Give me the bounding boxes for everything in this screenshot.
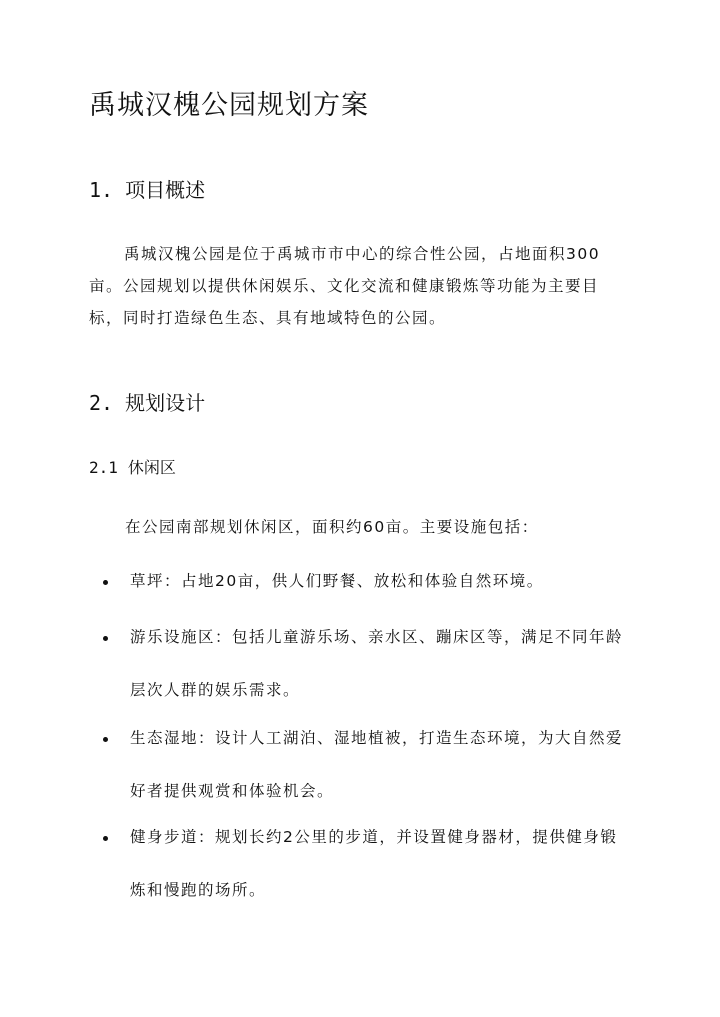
section-title: 项目概述	[125, 178, 206, 202]
document-title: 禹城汉槐公园规划方案	[89, 90, 369, 121]
section-number: 2.	[89, 391, 114, 415]
subsection-heading-leisure	[89, 455, 176, 481]
bullet-icon	[103, 636, 108, 641]
leisure-intro: 在公园南部规划休闲区，面积约60亩。主要设施包括：	[125, 518, 539, 536]
section-title: 规划设计	[125, 391, 206, 415]
section-number: 1.	[89, 178, 114, 202]
overview-paragraph: 禹城汉槐公园是位于禹城市市中心的综合性公园，占地面积300亩。公园规划以提供休闲娱乐、文化交流和健康锻炼等功能为主要目标，同时打造绿色生态、具有地域特色的公园。	[89, 245, 601, 327]
list-item-text: 生态湿地：设计人工湖泊、湿地植被，打造生态环境，为大自然爱好者提供观赏和体验机会。	[130, 729, 624, 800]
bullet-icon	[103, 737, 108, 742]
section-heading-overview	[89, 175, 205, 205]
list-item-text: 游乐设施区：包括儿童游乐场、亲水区、蹦床区等，满足不同年龄层次人群的娱乐需求。	[130, 628, 624, 699]
subsection-title: 休闲区	[127, 458, 176, 477]
list-item-text: 草坪：占地20亩，供人们野餐、放松和体验自然环境。	[130, 572, 544, 590]
section-heading-design	[89, 388, 205, 418]
subsection-number: 2.1	[89, 458, 118, 477]
bullet-icon	[103, 580, 108, 585]
list-item-text: 健身步道：规划长约2公里的步道，并设置健身器材，提供健身锻炼和慢跑的场所。	[130, 828, 618, 899]
list-item	[103, 822, 633, 928]
bullet-icon	[103, 836, 108, 841]
